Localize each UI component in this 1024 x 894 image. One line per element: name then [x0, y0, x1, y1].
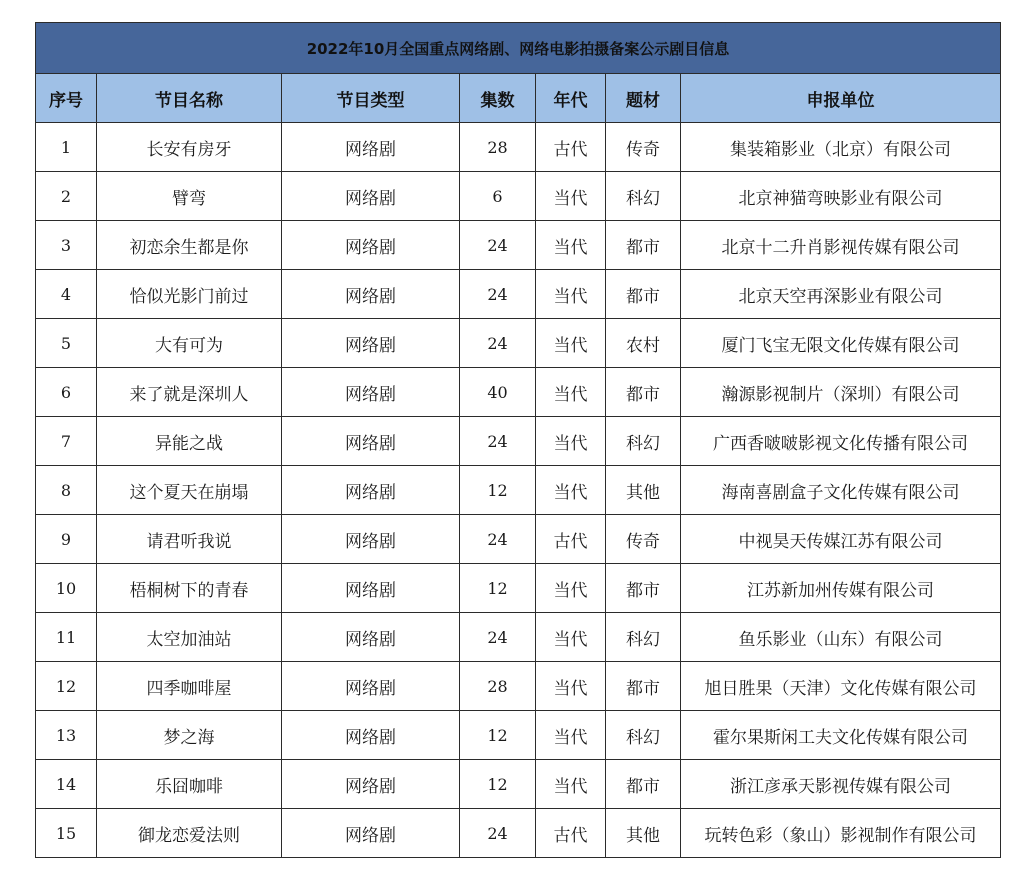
- cell-era: 当代: [536, 221, 606, 270]
- filing-table-container: [35, 22, 1000, 858]
- cell-era: 当代: [536, 172, 606, 221]
- cell-episodes: 40: [460, 368, 536, 417]
- cell-era: 当代: [536, 564, 606, 613]
- cell-episodes: 28: [460, 662, 536, 711]
- cell-episodes: 24: [460, 613, 536, 662]
- cell-program-type: 网络剧: [282, 368, 460, 417]
- cell-program-name: 来了就是深圳人: [97, 368, 282, 417]
- table-row: [36, 711, 1001, 760]
- cell-program-type: 网络剧: [282, 123, 460, 172]
- cell-program-type: 网络剧: [282, 270, 460, 319]
- cell-program-type: 网络剧: [282, 564, 460, 613]
- cell-genre: 传奇: [606, 123, 681, 172]
- cell-index: 15: [36, 809, 97, 858]
- cell-program-name: 梦之海: [97, 711, 282, 760]
- table-body: [36, 123, 1001, 858]
- cell-episodes: 12: [460, 760, 536, 809]
- cell-era: 古代: [536, 809, 606, 858]
- cell-genre: 科幻: [606, 172, 681, 221]
- cell-program-type: 网络剧: [282, 711, 460, 760]
- cell-episodes: 12: [460, 466, 536, 515]
- cell-episodes: 6: [460, 172, 536, 221]
- cell-episodes: 12: [460, 564, 536, 613]
- cell-applicant: 厦门飞宝无限文化传媒有限公司: [681, 319, 1001, 368]
- cell-era: 当代: [536, 319, 606, 368]
- cell-applicant: 霍尔果斯闲工夫文化传媒有限公司: [681, 711, 1001, 760]
- cell-genre: 其他: [606, 809, 681, 858]
- cell-program-name: 初恋余生都是你: [97, 221, 282, 270]
- cell-program-name: 四季咖啡屋: [97, 662, 282, 711]
- cell-genre: 科幻: [606, 613, 681, 662]
- cell-applicant: 鱼乐影业（山东）有限公司: [681, 613, 1001, 662]
- cell-index: 2: [36, 172, 97, 221]
- cell-program-name: 太空加油站: [97, 613, 282, 662]
- table-row: [36, 319, 1001, 368]
- cell-program-name: 异能之战: [97, 417, 282, 466]
- cell-era: 当代: [536, 417, 606, 466]
- cell-applicant: 广西香啵啵影视文化传播有限公司: [681, 417, 1001, 466]
- cell-genre: 都市: [606, 270, 681, 319]
- cell-genre: 都市: [606, 564, 681, 613]
- cell-episodes: 24: [460, 319, 536, 368]
- column-header-program-type: 节目类型: [282, 74, 460, 123]
- cell-genre: 科幻: [606, 711, 681, 760]
- cell-genre: 其他: [606, 466, 681, 515]
- column-header-index: 序号: [36, 74, 97, 123]
- cell-applicant: 海南喜剧盒子文化传媒有限公司: [681, 466, 1001, 515]
- cell-index: 13: [36, 711, 97, 760]
- cell-episodes: 12: [460, 711, 536, 760]
- cell-era: 当代: [536, 270, 606, 319]
- cell-index: 7: [36, 417, 97, 466]
- cell-episodes: 24: [460, 270, 536, 319]
- cell-applicant: 瀚源影视制片（深圳）有限公司: [681, 368, 1001, 417]
- table-row: [36, 564, 1001, 613]
- cell-program-name: 御龙恋爱法则: [97, 809, 282, 858]
- cell-applicant: 北京天空再深影业有限公司: [681, 270, 1001, 319]
- table-row: [36, 515, 1001, 564]
- cell-index: 11: [36, 613, 97, 662]
- cell-program-name: 这个夏天在崩塌: [97, 466, 282, 515]
- column-header-episodes: 集数: [460, 74, 536, 123]
- table-row: [36, 662, 1001, 711]
- cell-genre: 都市: [606, 760, 681, 809]
- column-header-applicant: 申报单位: [681, 74, 1001, 123]
- cell-index: 14: [36, 760, 97, 809]
- cell-episodes: 24: [460, 809, 536, 858]
- cell-applicant: 北京神猫弯映影业有限公司: [681, 172, 1001, 221]
- cell-genre: 都市: [606, 662, 681, 711]
- cell-program-type: 网络剧: [282, 417, 460, 466]
- cell-genre: 都市: [606, 368, 681, 417]
- cell-index: 8: [36, 466, 97, 515]
- cell-program-name: 长安有房牙: [97, 123, 282, 172]
- cell-applicant: 旭日胜果（天津）文化传媒有限公司: [681, 662, 1001, 711]
- table-row: [36, 613, 1001, 662]
- column-header-program-name: 节目名称: [97, 74, 282, 123]
- cell-program-type: 网络剧: [282, 662, 460, 711]
- cell-program-name: 乐囧咖啡: [97, 760, 282, 809]
- cell-program-type: 网络剧: [282, 515, 460, 564]
- cell-program-type: 网络剧: [282, 319, 460, 368]
- cell-program-type: 网络剧: [282, 760, 460, 809]
- table-row: [36, 270, 1001, 319]
- cell-episodes: 24: [460, 417, 536, 466]
- cell-program-type: 网络剧: [282, 466, 460, 515]
- cell-applicant: 中视昊天传媒江苏有限公司: [681, 515, 1001, 564]
- cell-applicant: 玩转色彩（象山）影视制作有限公司: [681, 809, 1001, 858]
- table-row: [36, 760, 1001, 809]
- cell-era: 当代: [536, 613, 606, 662]
- cell-index: 3: [36, 221, 97, 270]
- cell-applicant: 江苏新加州传媒有限公司: [681, 564, 1001, 613]
- cell-index: 5: [36, 319, 97, 368]
- column-header-genre: 题材: [606, 74, 681, 123]
- table-row: [36, 123, 1001, 172]
- cell-genre: 都市: [606, 221, 681, 270]
- cell-era: 当代: [536, 466, 606, 515]
- cell-era: 古代: [536, 123, 606, 172]
- cell-episodes: 24: [460, 515, 536, 564]
- table-row: [36, 417, 1001, 466]
- cell-era: 当代: [536, 368, 606, 417]
- cell-era: 当代: [536, 760, 606, 809]
- cell-program-type: 网络剧: [282, 613, 460, 662]
- cell-program-type: 网络剧: [282, 172, 460, 221]
- cell-era: 古代: [536, 515, 606, 564]
- table-row: [36, 368, 1001, 417]
- cell-index: 12: [36, 662, 97, 711]
- cell-index: 6: [36, 368, 97, 417]
- filing-table: [35, 22, 1001, 858]
- header-row: [36, 74, 1001, 123]
- table-row: [36, 809, 1001, 858]
- cell-program-name: 梧桐树下的青春: [97, 564, 282, 613]
- cell-program-name: 恰似光影门前过: [97, 270, 282, 319]
- cell-genre: 科幻: [606, 417, 681, 466]
- cell-program-name: 大有可为: [97, 319, 282, 368]
- cell-era: 当代: [536, 662, 606, 711]
- cell-index: 4: [36, 270, 97, 319]
- table-title: 2022年10月全国重点网络剧、网络电影拍摄备案公示剧目信息: [36, 23, 1001, 74]
- cell-index: 1: [36, 123, 97, 172]
- cell-era: 当代: [536, 711, 606, 760]
- cell-genre: 农村: [606, 319, 681, 368]
- cell-applicant: 浙江彦承天影视传媒有限公司: [681, 760, 1001, 809]
- table-row: [36, 221, 1001, 270]
- cell-index: 9: [36, 515, 97, 564]
- cell-episodes: 28: [460, 123, 536, 172]
- cell-program-type: 网络剧: [282, 809, 460, 858]
- cell-program-name: 臂弯: [97, 172, 282, 221]
- table-row: [36, 172, 1001, 221]
- cell-program-type: 网络剧: [282, 221, 460, 270]
- table-row: [36, 466, 1001, 515]
- cell-applicant: 北京十二升肖影视传媒有限公司: [681, 221, 1001, 270]
- cell-episodes: 24: [460, 221, 536, 270]
- cell-applicant: 集装箱影业（北京）有限公司: [681, 123, 1001, 172]
- cell-program-name: 请君听我说: [97, 515, 282, 564]
- column-header-era: 年代: [536, 74, 606, 123]
- cell-index: 10: [36, 564, 97, 613]
- cell-genre: 传奇: [606, 515, 681, 564]
